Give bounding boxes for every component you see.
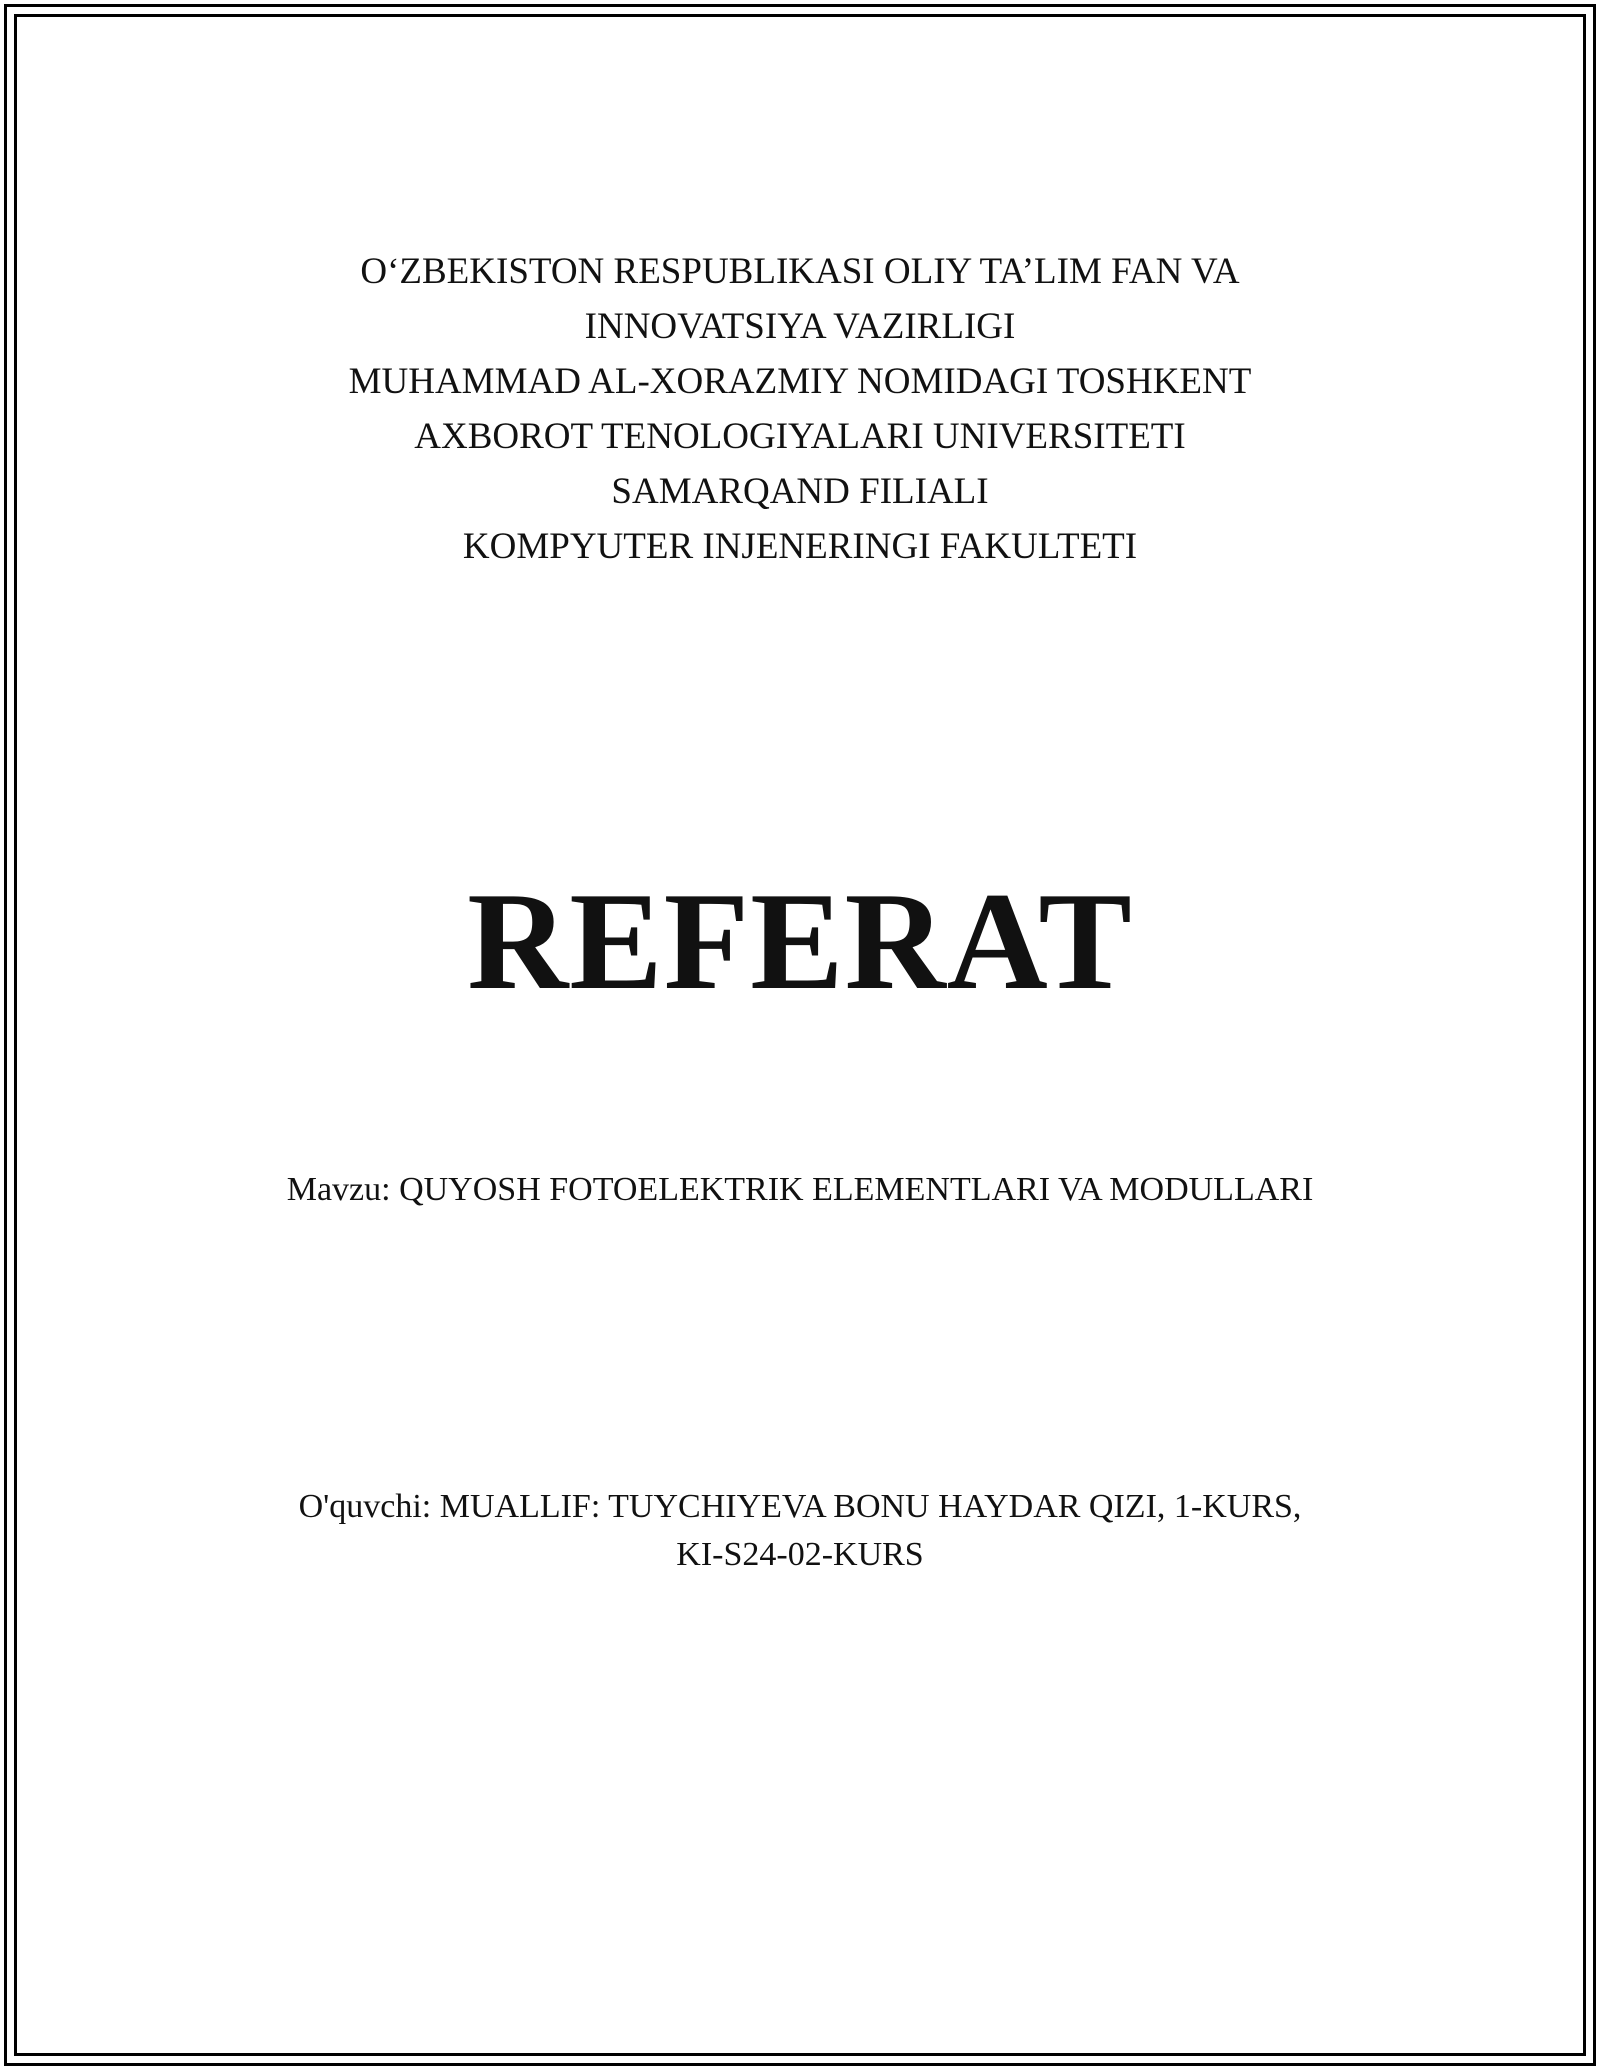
header-line-branch: SAMARQAND FILIALI — [611, 471, 989, 512]
header-line-university-2: AXBOROT TENOLOGIYALARI UNIVERSITETI — [414, 416, 1186, 457]
header-line-ministry-2: INNOVATSIYA VAZIRLIGI — [584, 306, 1016, 347]
header-line-university-1: MUHAMMAD AL-XORAZMIY NOMIDAGI TOSHKENT — [348, 361, 1252, 402]
document-title: REFERAT — [467, 864, 1133, 1019]
header-line-faculty: KOMPYUTER INJENERINGI FAKULTETI — [462, 526, 1138, 567]
author-line-2: KI-S24-02-KURS — [676, 1536, 924, 1573]
author-line-1: O'quvchi: MUALLIF: TUYCHIYEVA BONU HAYDAR QIZI, 1-KURS, — [298, 1488, 1302, 1525]
institution-header — [0, 244, 1600, 574]
document-topic: Mavzu: QUYOSH FOTOELEKTRIK ELEMENTLARI VA MODULLARI — [286, 1171, 1314, 1208]
author-block — [0, 1483, 1600, 1579]
header-line-ministry-1: O‘ZBEKISTON RESPUBLIKASI OLIY TA’LIM FAN VA — [360, 251, 1240, 292]
